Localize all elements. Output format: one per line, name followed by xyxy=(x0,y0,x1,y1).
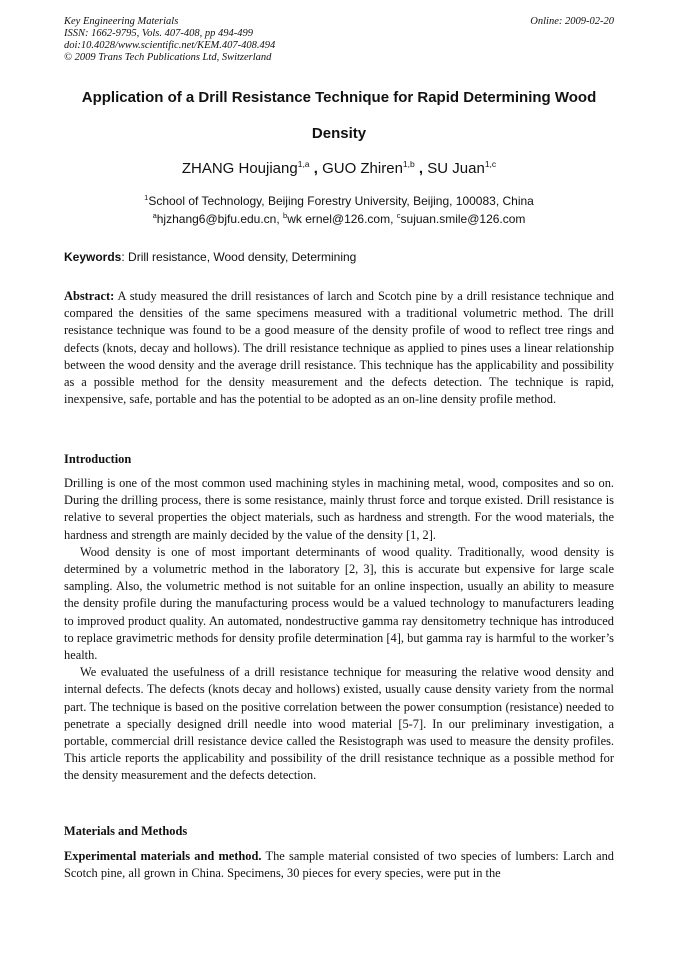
author-affil-mark: 1,c xyxy=(484,159,497,169)
paper-title-line-2: Density xyxy=(311,125,367,142)
materials-text: The sample material consisted of two species of lumbers: Larch and Scotch pine, all grown in China. Specimens, 30 pieces for every species, were put in the xyxy=(64,849,614,881)
author-name: ZHANG Houjiang xyxy=(181,160,298,177)
section-heading-materials: Materials and Methods xyxy=(64,824,188,838)
author-list xyxy=(0,159,678,177)
email-mark: a xyxy=(152,211,157,220)
email-mark: b xyxy=(283,211,288,220)
keywords xyxy=(64,250,356,264)
paper-title-line-1: Application of a Drill Resistance Technique for Rapid Determining Wood xyxy=(81,89,597,106)
author-affil-mark: 1,a xyxy=(297,159,310,169)
email-mark: c xyxy=(396,211,401,220)
section-heading-introduction: Introduction xyxy=(64,452,132,466)
keywords-label: Keywords xyxy=(64,250,122,264)
affiliation-mark: 1 xyxy=(144,193,149,202)
abstract-text: A study measured the drill resistances of larch and Scotch pine by a drill resistance technique and compared the densities of the same specimens measured with a traditional volumetric method. The drill resistance technique was found to be a good measure of the density profile of wood to reflect tree rings and defects (knots, decay and hollows). The drill resistance technique as applied to pines uses a linear relationship between the wood density and the average drill resistance. This technique has the applicability and possibility as a possible method for the density measurement and the defects detection. The technique is rapid, inexpensive, safe, portable and has the potential to be adopted as an on-line density profile method. xyxy=(64,289,614,407)
affiliation-text: School of Technology, Beijing Forestry University, Beijing, 100083, China xyxy=(148,194,534,208)
online-date: Online: 2009-02-20 xyxy=(530,16,614,27)
author-separator: , xyxy=(414,160,428,177)
author-name: SU Juan xyxy=(427,160,485,177)
author-emails xyxy=(0,211,678,226)
paragraph: Wood density is one of most important determinants of wood quality. Traditionally, wood density is determined by a volumetric method in the laboratory [2, 3], this is accurate but expensive for large scale sampling. Also, the volumetric method is not suitable for an online inspection, usually an ability to measure the density profile during the manufacturing process would be a valued technology to manufacturers leading to improved product quality. An automated, nondestructive gamma ray densitometry technique has introduced to replace gravimetric methods for density profile determination [4], but gamma ray is harmful to the worker’s health. xyxy=(64,544,614,663)
abstract-label: Abstract: xyxy=(64,289,115,303)
subsection-label: Experimental materials and method. xyxy=(64,849,262,863)
materials-body xyxy=(64,848,614,882)
abstract xyxy=(64,288,614,408)
journal-info xyxy=(64,16,275,64)
journal-name: Key Engineering Materials xyxy=(64,16,179,27)
email-text: sujuan.smile@126.com xyxy=(400,212,526,226)
paragraph: We evaluated the usefulness of a drill resistance technique for measuring the relative wood density and internal defects. The defects (knots decay and hollows) existed, usually cause density variety from the normal part. The technique is based on the positive correlation between the power consumption (resistance) needed to penetrate a specially designed drill needle into wood material [5-7]. In our preliminary investigation, a portable, commercial drill resistance device called the Resistograph was used to measure the density profiles. This article reports the applicability and possibility of the drill resistance technique as a possible method for the density measurement and the defects detection. xyxy=(64,665,614,783)
author-affil-mark: 1,b xyxy=(402,159,415,169)
keywords-text: : Drill resistance, Wood density, Determining xyxy=(121,250,357,264)
email-text: wk ernel@126.com, xyxy=(287,212,397,226)
paragraph: Drilling is one of the most common used machining styles in machining metal, wood, composites and so on. During the drilling process, there is some resistance, mainly thrust force and torque existed. Drill resistance is relative to several properties the object materials, such as hardness and strength. For the wood materials, the hardness and strength are mainly decided by the value of the density [1, 2]. xyxy=(64,476,614,542)
author-separator: , xyxy=(309,160,323,177)
issn-line: ISSN: 1662-9795, Vols. 407-408, pp 494-499 xyxy=(64,28,253,39)
author-name: GUO Zhiren xyxy=(322,160,403,177)
copyright-line: © 2009 Trans Tech Publications Ltd, Switzerland xyxy=(64,52,272,63)
affiliation xyxy=(0,193,678,208)
doi-line: doi:10.4028/www.scientific.net/KEM.407-408.494 xyxy=(64,40,276,51)
email-text: hjzhang6@bjfu.edu.cn, xyxy=(156,212,284,226)
introduction-body xyxy=(64,475,614,785)
